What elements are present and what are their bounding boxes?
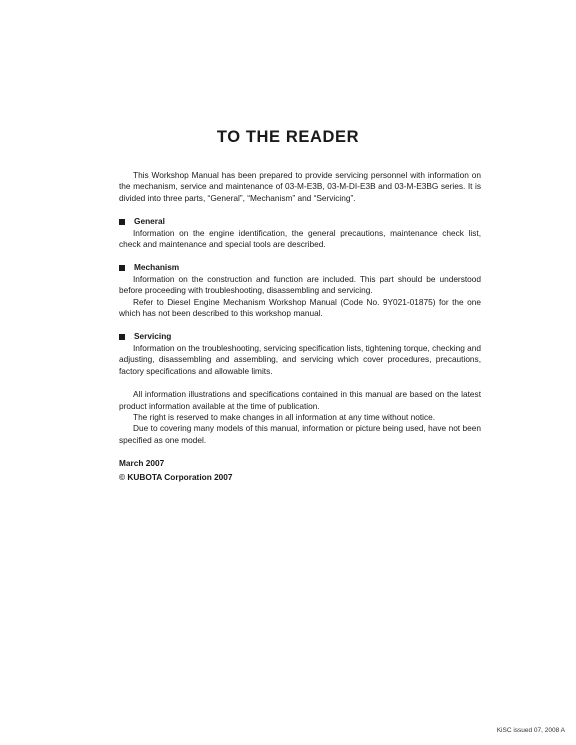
note-paragraph: The right is reserved to make changes in all information at any time without notice. [133,411,436,422]
page-title: TO THE READER [216,128,360,146]
note-paragraph: All information illustrations and specifications contained in this manual are based on the latest product information available at the time of publication. [119,389,481,411]
section-heading-label: Servicing [134,331,172,342]
section-heading [119,262,481,273]
notes-block [119,389,481,446]
section-servicing [119,331,481,377]
section-paragraph: Refer to Diesel Engine Mechanism Workshop Manual (Code No. 9Y021-01875) for the one which has not been described to this workshop manual. [119,296,481,319]
section-general [119,216,481,250]
footer-issue-code: KiSC issued 07, 2008 A [496,727,565,734]
section-paragraph: Information on the troubleshooting, servicing specification lists, tightening torque, checking and adjusting, disassembling and assembling, and servicing which cover procedures, precautions, factory specifications and allowable limits. [119,342,481,376]
section-heading-label: Mechanism [134,262,180,273]
note-paragraph: Due to covering many models of this manual, information or picture being used, have not been specified as one model. [119,423,481,445]
section-paragraph: Information on the engine identification, the general precautions, maintenance check list, check and maintenance and special tools are described. [119,227,481,250]
section-heading-label: General [134,216,165,227]
copyright-notice: © KUBOTA Corporation 2007 [119,471,233,482]
square-bullet-icon [119,219,125,225]
square-bullet-icon [119,334,125,340]
document-body [119,170,481,483]
section-heading [119,216,481,227]
section-paragraph: Information on the construction and function are included. This part should be understood before proceeding with troubleshooting, disassembling and servicing. [119,273,481,296]
section-heading [119,331,481,342]
square-bullet-icon [119,265,125,271]
publication-date: March 2007 [119,458,165,469]
section-mechanism [119,262,481,319]
intro-paragraph: This Workshop Manual has been prepared to provide servicing personnel with information on the mechanism, service and maintenance of 03-M-E3B, 03-M-DI-E3B and 03-M-E3BG series. It is divided into three parts, “General”, “Mechanism” and “Servicing”. [119,170,481,203]
